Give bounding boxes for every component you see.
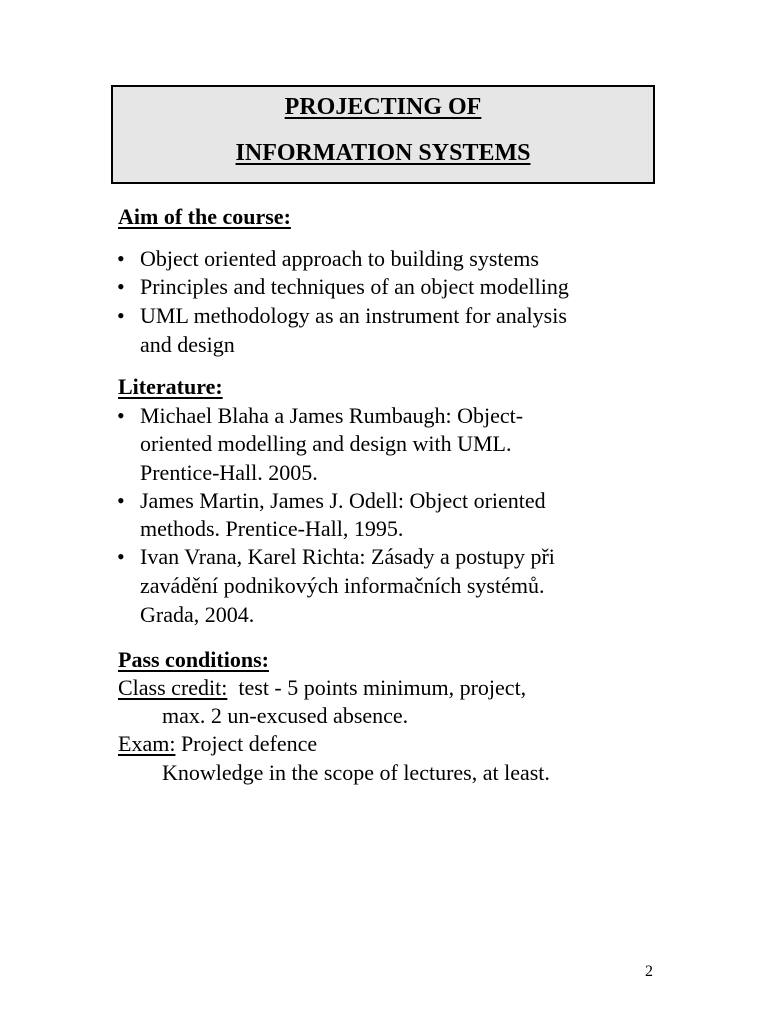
- pass-heading: Pass conditions:: [118, 647, 269, 672]
- literature-heading: Literature:: [118, 374, 223, 399]
- aim-item-line: Principles and techniques of an object modelling: [140, 274, 569, 299]
- class-credit-label: Class credit:: [118, 675, 228, 700]
- exam-line-2: Knowledge in the scope of lectures, at least.: [162, 760, 550, 785]
- bullet-icon: •: [117, 274, 125, 299]
- title-line-2: INFORMATION SYSTEMS: [235, 140, 531, 166]
- page-number: 2: [645, 963, 653, 980]
- aim-heading: Aim of the course:: [118, 204, 291, 229]
- literature-item-line: methods. Prentice-Hall, 1995.: [140, 516, 404, 541]
- class-credit-line: [118, 674, 526, 702]
- literature-item-line: Ivan Vrana, Karel Richta: Zásady a postupy při: [140, 544, 555, 569]
- class-credit-line-2: max. 2 un-excused absence.: [162, 703, 409, 728]
- aim-item-line: and design: [140, 332, 235, 357]
- exam-text: Project defence: [175, 731, 318, 756]
- literature-item-line: oriented modelling and design with UML.: [140, 431, 512, 456]
- literature-item-line: Grada, 2004.: [140, 602, 255, 627]
- aim-item-line: UML methodology as an instrument for analysis: [140, 303, 567, 328]
- aim-item-line: Object oriented approach to building systems: [140, 246, 539, 271]
- title-line-1: PROJECTING OF: [284, 94, 482, 120]
- literature-item-line: Prentice-Hall. 2005.: [140, 460, 318, 485]
- literature-item-line: James Martin, James J. Odell: Object oriented: [140, 488, 546, 513]
- bullet-icon: •: [117, 488, 125, 513]
- exam-label: Exam:: [118, 731, 176, 756]
- bullet-icon: •: [117, 246, 125, 271]
- literature-item-line: Michael Blaha a James Rumbaugh: Object-: [140, 403, 524, 428]
- title-box: [111, 85, 655, 184]
- bullet-icon: •: [117, 403, 125, 428]
- class-credit-text: test - 5 points minimum, project,: [227, 675, 527, 700]
- exam-line: [118, 730, 317, 758]
- literature-item-line: zavádění podnikových informačních systémů.: [140, 573, 545, 598]
- bullet-icon: •: [117, 303, 125, 328]
- bullet-icon: •: [117, 544, 125, 569]
